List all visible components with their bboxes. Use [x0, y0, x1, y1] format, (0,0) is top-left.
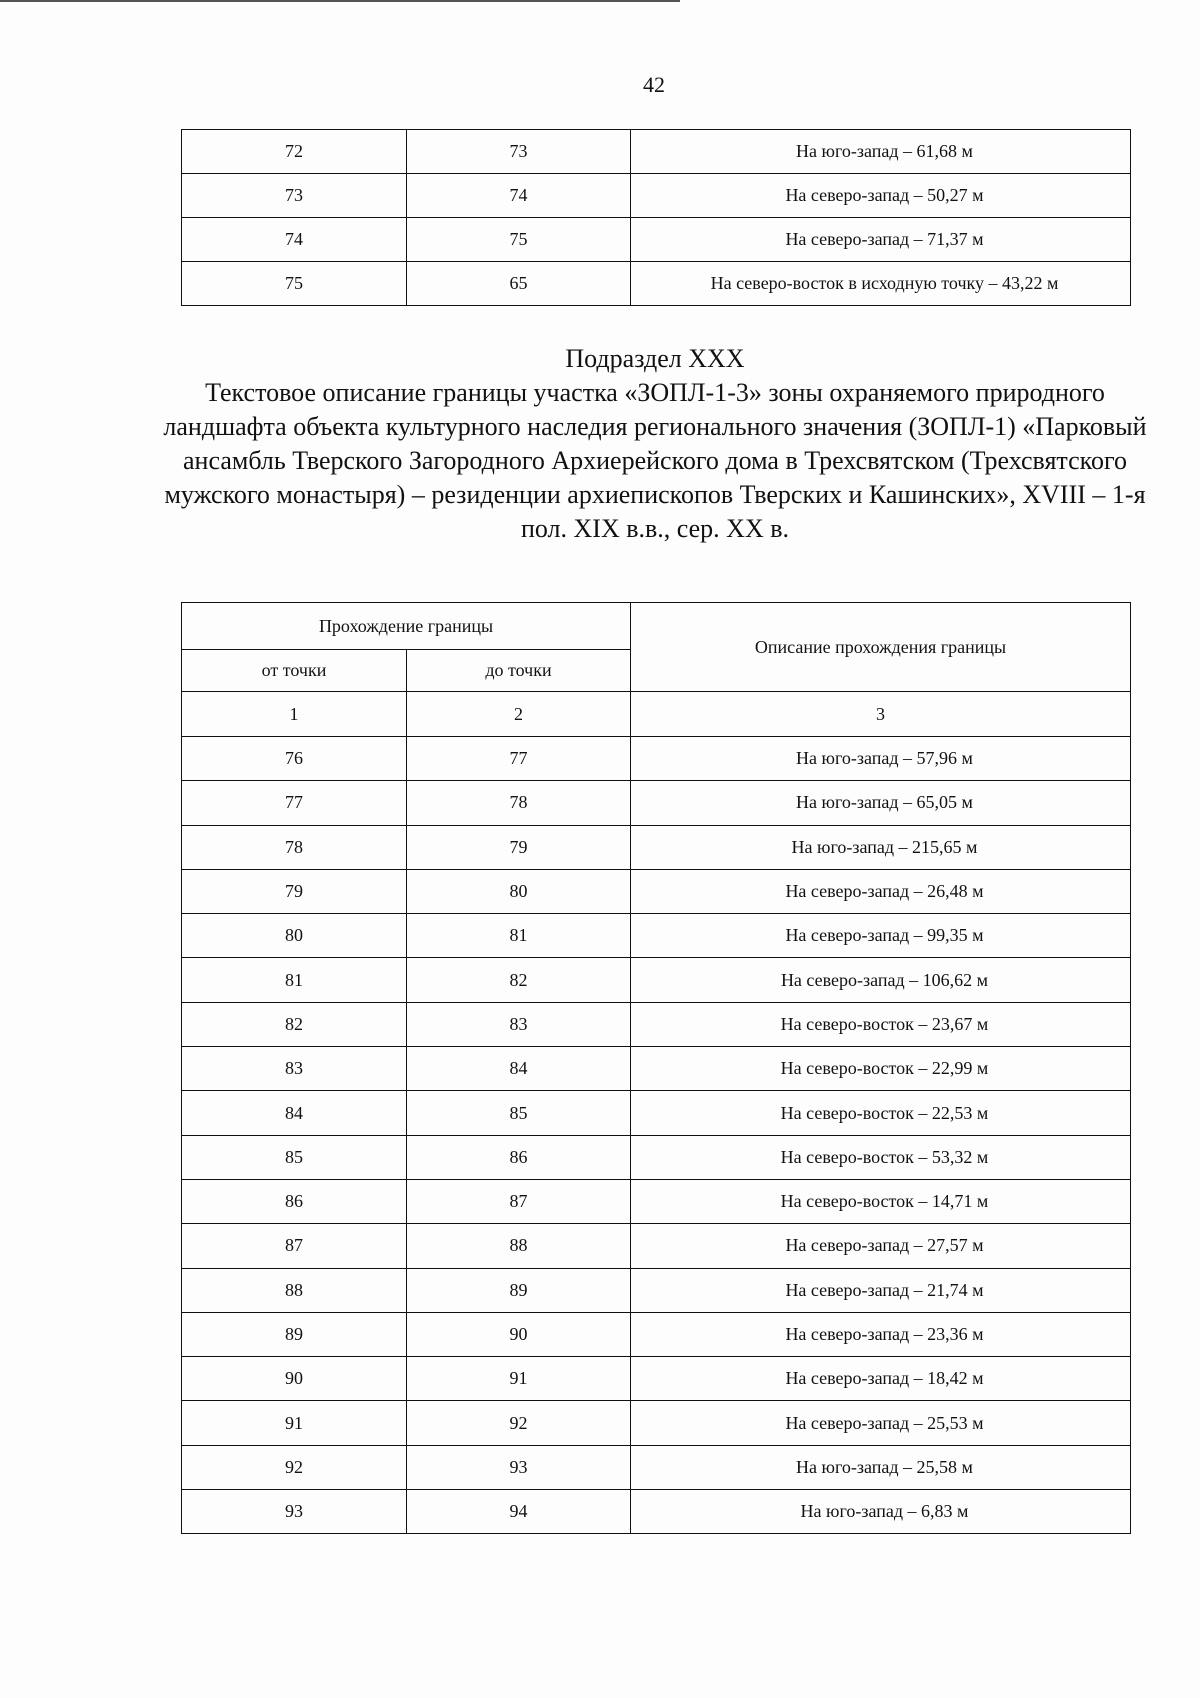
from-point-cell: 82 — [182, 1002, 407, 1046]
description-cell: На северо-восток – 22,99 м — [631, 1047, 1131, 1091]
column-number: 2 — [407, 692, 631, 737]
from-point-cell: 74 — [182, 218, 407, 262]
table-row — [182, 825, 1131, 869]
from-point-cell: 80 — [182, 914, 407, 958]
boundary-table-continued-body — [182, 130, 1131, 306]
from-point-cell: 87 — [182, 1224, 407, 1268]
from-point-cell: 78 — [182, 825, 407, 869]
section-subtitle: Подраздел XXX — [565, 344, 745, 373]
table-row — [182, 1224, 1131, 1268]
to-point-cell: 79 — [407, 825, 631, 869]
description-cell: На северо-запад – 23,36 м — [631, 1312, 1131, 1356]
section-title: Текстовое описание границы участка «ЗОПЛ-1-3» зоны охраняемого природного ландшафта объекта культурного наследия регионального значения (ЗОПЛ-1) «Парковый ансамбль Тверского Загородного Архиерейского дома в Трехсвятском (Трехсвятского мужского монастыря) – резиденции архиепископов Тверских и Кашинских», XVIII – 1-я пол. XIX в.в., сер. XX в. — [163, 378, 1147, 543]
column-number: 3 — [631, 692, 1131, 737]
from-point-cell: 75 — [182, 262, 407, 306]
to-point-cell: 65 — [407, 262, 631, 306]
top-rule — [0, 0, 680, 2]
from-point-cell: 91 — [182, 1401, 407, 1445]
from-point-cell: 86 — [182, 1179, 407, 1223]
description-cell: На северо-запад – 27,57 м — [631, 1224, 1131, 1268]
description-cell: На юго-запад – 65,05 м — [631, 781, 1131, 825]
description-cell: На юго-запад – 57,96 м — [631, 737, 1131, 781]
from-point-cell: 93 — [182, 1490, 407, 1534]
table-row — [182, 914, 1131, 958]
description-cell: На северо-восток – 14,71 м — [631, 1179, 1131, 1223]
table-row — [182, 130, 1131, 174]
from-point-cell: 79 — [182, 869, 407, 913]
to-point-cell: 90 — [407, 1312, 631, 1356]
from-point-cell: 72 — [182, 130, 407, 174]
description-cell: На северо-запад – 50,27 м — [631, 174, 1131, 218]
table-row — [182, 781, 1131, 825]
from-point-cell: 85 — [182, 1135, 407, 1179]
to-point-cell: 82 — [407, 958, 631, 1002]
to-point-cell: 77 — [407, 737, 631, 781]
table-row — [182, 958, 1131, 1002]
column-number: 1 — [182, 692, 407, 737]
description-cell: На северо-запад – 21,74 м — [631, 1268, 1131, 1312]
to-point-cell: 88 — [407, 1224, 631, 1268]
page-number — [0, 72, 1200, 98]
boundary-table — [181, 602, 1131, 1534]
to-point-cell: 94 — [407, 1490, 631, 1534]
to-point-cell: 84 — [407, 1047, 631, 1091]
to-point-cell: 80 — [407, 869, 631, 913]
from-point-cell: 89 — [182, 1312, 407, 1356]
header-from-point: от точки — [182, 650, 407, 692]
to-point-cell: 91 — [407, 1357, 631, 1401]
description-cell: На северо-восток – 22,53 м — [631, 1091, 1131, 1135]
to-point-cell: 87 — [407, 1179, 631, 1223]
from-point-cell: 92 — [182, 1445, 407, 1489]
description-cell: На северо-восток в исходную точку – 43,22 м — [631, 262, 1131, 306]
to-point-cell: 75 — [407, 218, 631, 262]
table-row — [182, 262, 1131, 306]
to-point-cell: 78 — [407, 781, 631, 825]
description-cell: На северо-запад – 106,62 м — [631, 958, 1131, 1002]
description-cell: На юго-запад – 61,68 м — [631, 130, 1131, 174]
from-point-cell: 73 — [182, 174, 407, 218]
from-point-cell: 81 — [182, 958, 407, 1002]
to-point-cell: 86 — [407, 1135, 631, 1179]
table-row — [182, 1357, 1131, 1401]
to-point-cell: 81 — [407, 914, 631, 958]
table-row — [182, 1047, 1131, 1091]
table-row — [182, 737, 1131, 781]
table-row — [182, 1179, 1131, 1223]
from-point-cell: 90 — [182, 1357, 407, 1401]
to-point-cell: 83 — [407, 1002, 631, 1046]
table-row — [182, 1312, 1131, 1356]
to-point-cell: 89 — [407, 1268, 631, 1312]
boundary-table-continued — [181, 129, 1131, 306]
from-point-cell: 84 — [182, 1091, 407, 1135]
description-cell: На юго-запад – 25,58 м — [631, 1445, 1131, 1489]
to-point-cell: 73 — [407, 130, 631, 174]
table-row — [182, 1268, 1131, 1312]
table-row — [182, 1135, 1131, 1179]
description-cell: На северо-запад – 99,35 м — [631, 914, 1131, 958]
table-row — [182, 1490, 1131, 1534]
description-cell: На юго-запад – 6,83 м — [631, 1490, 1131, 1534]
boundary-table-header — [182, 603, 1131, 737]
description-cell: На северо-запад – 18,42 м — [631, 1357, 1131, 1401]
section-heading — [150, 342, 1160, 546]
to-point-cell: 92 — [407, 1401, 631, 1445]
from-point-cell: 88 — [182, 1268, 407, 1312]
description-cell: На юго-запад – 215,65 м — [631, 825, 1131, 869]
description-cell: На северо-восток – 53,32 м — [631, 1135, 1131, 1179]
table-row — [182, 1091, 1131, 1135]
header-to-point: до точки — [407, 650, 631, 692]
table-row — [182, 1401, 1131, 1445]
table-row — [182, 218, 1131, 262]
to-point-cell: 85 — [407, 1091, 631, 1135]
table-row — [182, 174, 1131, 218]
description-cell: На северо-запад – 71,37 м — [631, 218, 1131, 262]
boundary-table-body — [182, 737, 1131, 1534]
header-description: Описание прохождения границы — [631, 603, 1131, 692]
from-point-cell: 83 — [182, 1047, 407, 1091]
header-boundary-passage: Прохождение границы — [182, 603, 631, 650]
to-point-cell: 74 — [407, 174, 631, 218]
page-number-text: 42 — [643, 72, 665, 97]
from-point-cell: 76 — [182, 737, 407, 781]
to-point-cell: 93 — [407, 1445, 631, 1489]
table-row — [182, 1002, 1131, 1046]
table-row — [182, 1445, 1131, 1489]
from-point-cell: 77 — [182, 781, 407, 825]
description-cell: На северо-восток – 23,67 м — [631, 1002, 1131, 1046]
description-cell: На северо-запад – 25,53 м — [631, 1401, 1131, 1445]
table-row — [182, 869, 1131, 913]
description-cell: На северо-запад – 26,48 м — [631, 869, 1131, 913]
